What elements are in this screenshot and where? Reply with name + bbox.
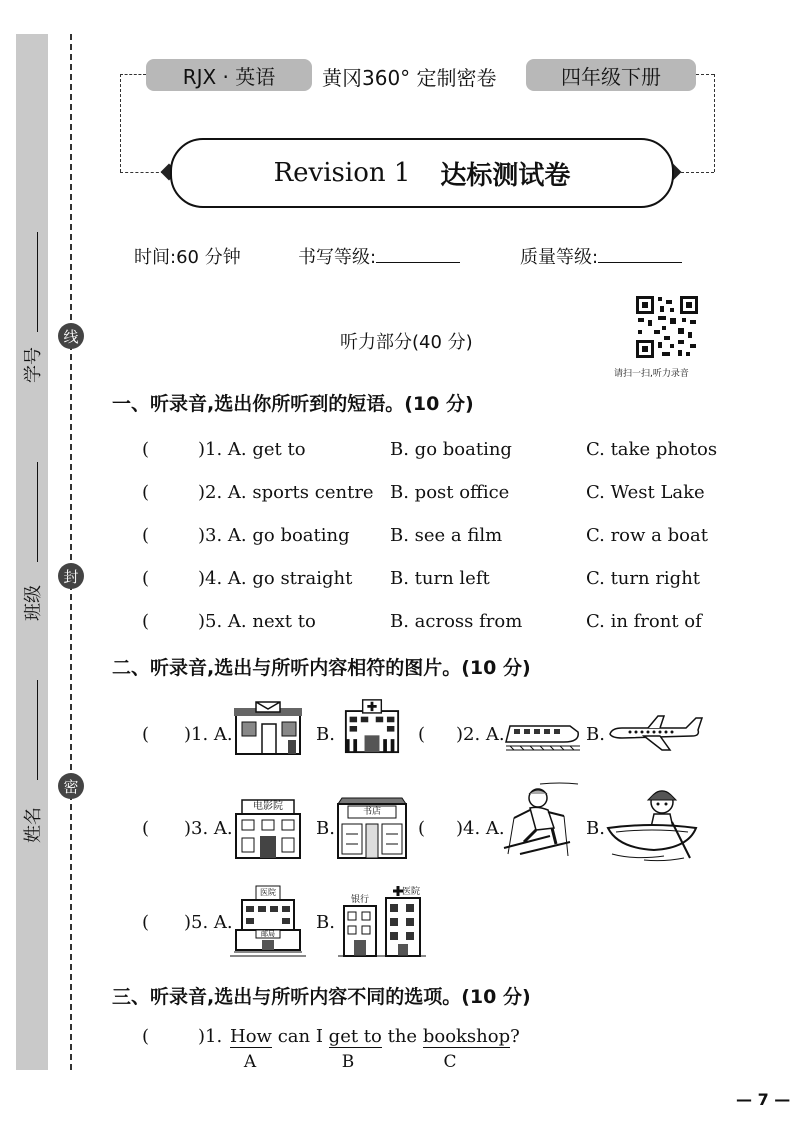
section2-title: 二、听录音,选出与所听内容相符的图片。(10 分) [112, 657, 531, 679]
s1-item-2 [142, 482, 149, 503]
s1-item-1-a: )1. A. get to [198, 439, 306, 460]
header-dash-left-v [120, 74, 121, 172]
s1-item-5-a: )5. A. next to [198, 611, 316, 632]
writing-grade-blank[interactable] [376, 246, 460, 263]
qr-code-icon[interactable] [634, 294, 700, 360]
time-info: 时间:60 分钟 [134, 247, 241, 268]
quality-grade [520, 243, 682, 269]
qr-caption: 请扫一扫,听力录音 [614, 369, 689, 379]
airplane-picture-icon [606, 712, 704, 752]
s2-item-5-b: B. [316, 912, 335, 933]
s2-item-3-label: )3. A. [184, 818, 233, 839]
skiing-person-picture-icon [500, 780, 580, 860]
s2-paren-3[interactable]: ( [142, 818, 150, 839]
quality-grade-blank[interactable] [598, 246, 682, 263]
s3-q1-letter-a: A [243, 1052, 257, 1072]
s1-item-2-a: )2. A. sports centre [198, 482, 374, 503]
s1-item-1-b: B. go boating [390, 439, 512, 460]
section1-title: 一、听录音,选出你所听到的短语。(10 分) [112, 393, 474, 415]
s3-q1-letter-b: B [341, 1052, 355, 1072]
title-banner [170, 138, 674, 208]
s2-item-1-b: B. [316, 724, 335, 745]
s1-item-1-c: C. take photos [586, 439, 718, 460]
hospital-picture-icon [336, 698, 408, 754]
s3-q1-option-a-text: How [230, 1026, 272, 1047]
s1-item-4-b: B. turn left [390, 568, 490, 589]
s1-item-5 [142, 611, 149, 632]
binding-strip [16, 34, 48, 1070]
bookshop-sign: 书店 [362, 807, 381, 817]
seal-circle-seal: 封 [58, 563, 84, 589]
name-label: 姓名 [23, 807, 44, 843]
s1-item-2-c: C. West Lake [586, 482, 705, 503]
writing-grade-label: 书写等级: [298, 247, 377, 268]
s1-item-3-c: C. row a boat [586, 525, 708, 546]
s2-paren-1[interactable]: ( [142, 724, 150, 745]
s2-item-1-label: )1. A. [184, 724, 233, 745]
header-dash-left [120, 74, 146, 75]
answer-paren[interactable]: ( [142, 439, 150, 460]
s3-paren-1[interactable]: ( [142, 1026, 150, 1047]
s3-q1-sentence [230, 1026, 520, 1047]
answer-paren[interactable]: ( [142, 482, 150, 503]
s3-q1-text-2: the [387, 1026, 418, 1047]
s1-item-4 [142, 568, 149, 589]
cinema-picture-icon [232, 794, 304, 860]
grade-pill: 四年级下册 [526, 59, 696, 91]
subject-pill: RJX · 英语 [146, 59, 312, 91]
s3-q1-letter-c: C [443, 1052, 457, 1072]
s2-paren-2[interactable]: ( [418, 724, 426, 745]
writing-grade [298, 243, 460, 269]
rowing-boat-picture-icon [604, 782, 700, 862]
answer-paren[interactable]: ( [142, 611, 150, 632]
s1-item-4-a: )4. A. go straight [198, 568, 353, 589]
s3-q1-number: )1. [198, 1026, 223, 1047]
s3-q1-question-mark: ? [510, 1026, 520, 1047]
hospital-sign: 医院 [260, 888, 276, 897]
header-dash-right [696, 74, 714, 75]
answer-paren[interactable]: ( [142, 525, 150, 546]
s2-item-2-label: )2. A. [456, 724, 505, 745]
s1-item-1 [142, 439, 149, 460]
s1-item-3-b: B. see a film [390, 525, 503, 546]
bookshop-picture-icon [334, 794, 410, 860]
post-office-picture-icon [232, 700, 304, 756]
s3-q1-option-b-text: get to [328, 1026, 382, 1047]
page-number: — 7 — [736, 1090, 791, 1109]
s2-item-4-label: )4. A. [456, 818, 505, 839]
s3-q1-option-c-text: bookshop [422, 1026, 511, 1047]
name-line [37, 680, 38, 780]
s1-item-2-b: B. post office [390, 482, 510, 503]
s2-item-5-label: )5. A. [184, 912, 233, 933]
bank-hospital-picture-icon [336, 884, 428, 958]
s1-item-3-a: )3. A. go boating [198, 525, 350, 546]
seal-circle-secret: 密 [58, 773, 84, 799]
banner-title: Revision 1 [273, 158, 411, 188]
header-dash-right-v [714, 74, 715, 172]
binding-dashed-line [70, 34, 72, 1070]
post-sign: 邮局 [261, 930, 275, 938]
s3-q1-text-1: can I [277, 1026, 323, 1047]
series-title: 黄冈360° 定制密卷 [322, 66, 497, 90]
quality-grade-label: 质量等级: [520, 247, 599, 268]
header-dash-right-b [676, 172, 714, 173]
seal-circle-line: 线 [58, 323, 84, 349]
s2-paren-5[interactable]: ( [142, 912, 150, 933]
answer-paren[interactable]: ( [142, 568, 150, 589]
student-id-label: 学号 [23, 347, 44, 383]
s1-item-4-c: C. turn right [586, 568, 701, 589]
s1-item-5-c: C. in front of [586, 611, 702, 632]
listening-title: 听力部分(40 分) [340, 332, 473, 353]
train-picture-icon [504, 718, 582, 752]
class-label: 班级 [23, 585, 44, 621]
s2-paren-4[interactable]: ( [418, 818, 426, 839]
s1-item-5-b: B. across from [390, 611, 523, 632]
s2-item-4-b: B. [586, 818, 605, 839]
bank-sign: 银行 [350, 895, 369, 905]
class-line [37, 462, 38, 562]
hospital-post-picture-icon [228, 884, 308, 958]
s2-item-2-b: B. [586, 724, 605, 745]
student-id-line [37, 232, 38, 332]
cinema-sign: 电影院 [253, 801, 283, 812]
hospital2-sign: 医院 [402, 887, 421, 897]
header-dash-left-b [120, 172, 164, 173]
s2-item-3-b: B. [316, 818, 335, 839]
section3-title: 三、听录音,选出与所听内容不同的选项。(10 分) [112, 986, 531, 1008]
s1-item-3 [142, 525, 149, 546]
banner-subtitle: 达标测试卷 [440, 160, 571, 191]
